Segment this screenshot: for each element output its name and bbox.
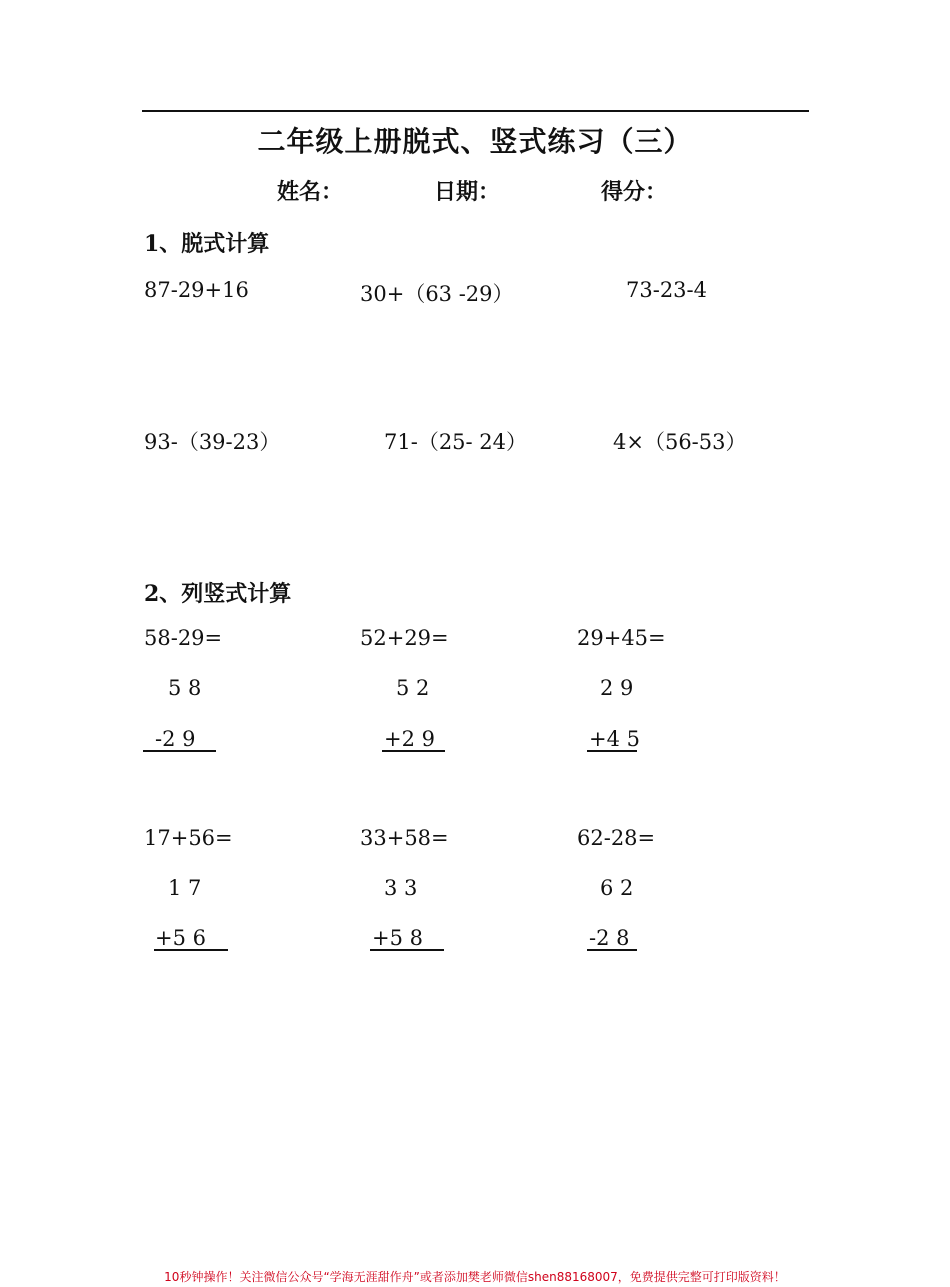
- vertical-equation: 58-29=: [144, 626, 223, 650]
- vertical-equation: 29+45=: [577, 626, 666, 650]
- worksheet-title: 二年级上册脱式、竖式练习（三）: [257, 125, 693, 158]
- vertical-bottom-number: -2 8: [589, 926, 630, 950]
- vertical-top-number: 5 8: [168, 676, 202, 700]
- vertical-top-number: 2 9: [600, 676, 634, 700]
- expression: 73-23-4: [626, 278, 707, 302]
- expression: 4×（56-53）: [613, 430, 747, 454]
- score-label: 得分：: [601, 179, 668, 205]
- section2-heading: 2、列竖式计算: [144, 581, 292, 607]
- answer-line: [587, 750, 637, 752]
- vertical-top-number: 3 3: [384, 876, 418, 900]
- top-rule: [142, 110, 809, 112]
- vertical-bottom-number: +5 6: [155, 926, 206, 950]
- answer-line: [143, 750, 216, 752]
- footer-promo-text: 10秒钟操作！关注微信公众号“学海无涯甜作舟”或者添加樊老师微信shen88168007，免费提供完整可打印版资料！: [164, 1270, 786, 1284]
- expression: 87-29+16: [144, 278, 249, 302]
- expression: 30+（63 -29）: [360, 282, 514, 306]
- date-label: 日期：: [434, 179, 501, 205]
- expression: 93-（39-23）: [144, 430, 281, 454]
- vertical-bottom-number: +4 5: [589, 727, 640, 751]
- answer-line: [382, 750, 445, 752]
- answer-line: [587, 949, 637, 951]
- section1-heading: 1、脱式计算: [144, 231, 270, 257]
- vertical-bottom-number: -2 9: [155, 727, 196, 751]
- vertical-bottom-number: +5 8: [372, 926, 423, 950]
- name-label: 姓名：: [277, 179, 344, 205]
- answer-line: [154, 949, 228, 951]
- vertical-bottom-number: +2 9: [384, 727, 435, 751]
- vertical-equation: 62-28=: [577, 826, 656, 850]
- vertical-top-number: 6 2: [600, 876, 634, 900]
- vertical-equation: 17+56=: [144, 826, 233, 850]
- answer-line: [370, 949, 444, 951]
- expression: 71-（25- 24）: [384, 430, 528, 454]
- vertical-top-number: 1 7: [168, 876, 202, 900]
- vertical-equation: 52+29=: [360, 626, 449, 650]
- vertical-equation: 33+58=: [360, 826, 449, 850]
- vertical-top-number: 5 2: [396, 676, 430, 700]
